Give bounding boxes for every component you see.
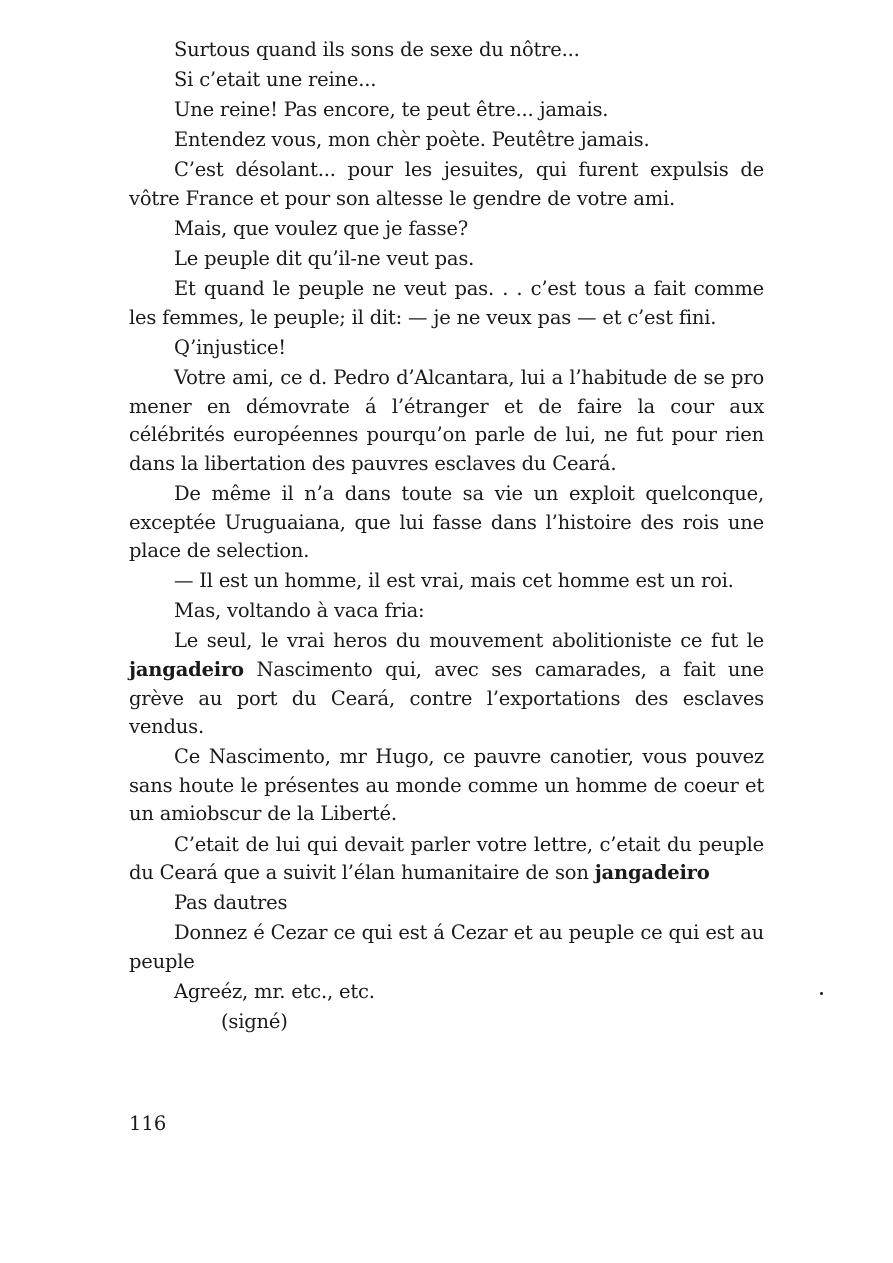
hero-text-before: Le seul, le vrai heros du mouvement abolitioniste ce fut le — [174, 629, 764, 653]
paragraph: Mais, que voulez que je fasse? — [174, 217, 468, 241]
paragraph: Surtous quand ils sons de sexe du nôtre... — [174, 38, 580, 61]
paragraph: C’est désolant... pour les jesuites, qui furent expulsis de vôtre France et pour son altesse le gendre de votre ami. — [129, 158, 764, 210]
jangadeiro-term: jangadeiro — [594, 861, 710, 885]
letter-paragraph — [129, 831, 764, 888]
paragraph: Si c’etait une reine... — [174, 68, 377, 92]
letter-text-before: C’etait de lui qui devait parler votre lettre, c’etait du peuple du Ceará que a suivit l’élan humanitaire de son — [129, 832, 764, 885]
page-number: 116 — [129, 1112, 167, 1135]
nascimento-paragraph: Ce Nascimento, mr Hugo, ce pauvre canotier, vous pouvez sans houte le présentes au monde comme un homme de coeur et un amiobscur de la Liberté. — [129, 745, 764, 826]
page-body — [129, 36, 764, 1037]
paragraph: Mas, voltando à vaca fria: — [174, 599, 425, 623]
closing-line: Pas dautres — [174, 891, 288, 915]
paragraph: Entendez vous, mon chèr poète. Peutêtre jamais. — [174, 128, 650, 152]
closing-line: Donnez é Cezar ce qui est á Cezar et au peuple ce qui est au peuple — [129, 921, 764, 973]
signature: (signé) — [221, 1010, 288, 1034]
paragraph: Une reine! Pas encore, te peut être... jamais. — [174, 98, 609, 122]
ink-speck — [820, 992, 823, 995]
hero-text-after: Nascimento qui, avec ses camarades, a fait une grève au port du Ceará, contre l’exportations des esclaves vendus. — [129, 657, 764, 739]
closing-line: Agreéz, mr. etc., etc. — [174, 980, 375, 1003]
hero-paragraph — [129, 627, 764, 741]
paragraph: Q’injustice! — [174, 335, 286, 359]
paragraph: Le peuple dit qu’il-ne veut pas. — [174, 247, 475, 271]
paragraph: Votre ami, ce d. Pedro d’Alcantara, lui a l’habitude de se pro mener en démovrate á l’étranger et de faire la cour aux célébrités européennes pourqu’on parle de lui, ne fut pour rien dans la libertation des pauvres esclaves du Ceará. — [129, 366, 764, 475]
jangadeiro-term: jangadeiro — [129, 657, 244, 681]
paragraph: — Il est un homme, il est vrai, mais cet homme est un roi. — [174, 569, 734, 593]
paragraph: Et quand le peuple ne veut pas. . . c’est tous a fait comme les femmes, le peuple; il dit: — je ne veux pas — et c’est fini. — [129, 277, 764, 329]
paragraph: De même il n’a dans toute sa vie un exploit quelconque, exceptée Uruguaiana, que lui fasse dans l’histoire des rois une place de selection. — [129, 481, 764, 563]
